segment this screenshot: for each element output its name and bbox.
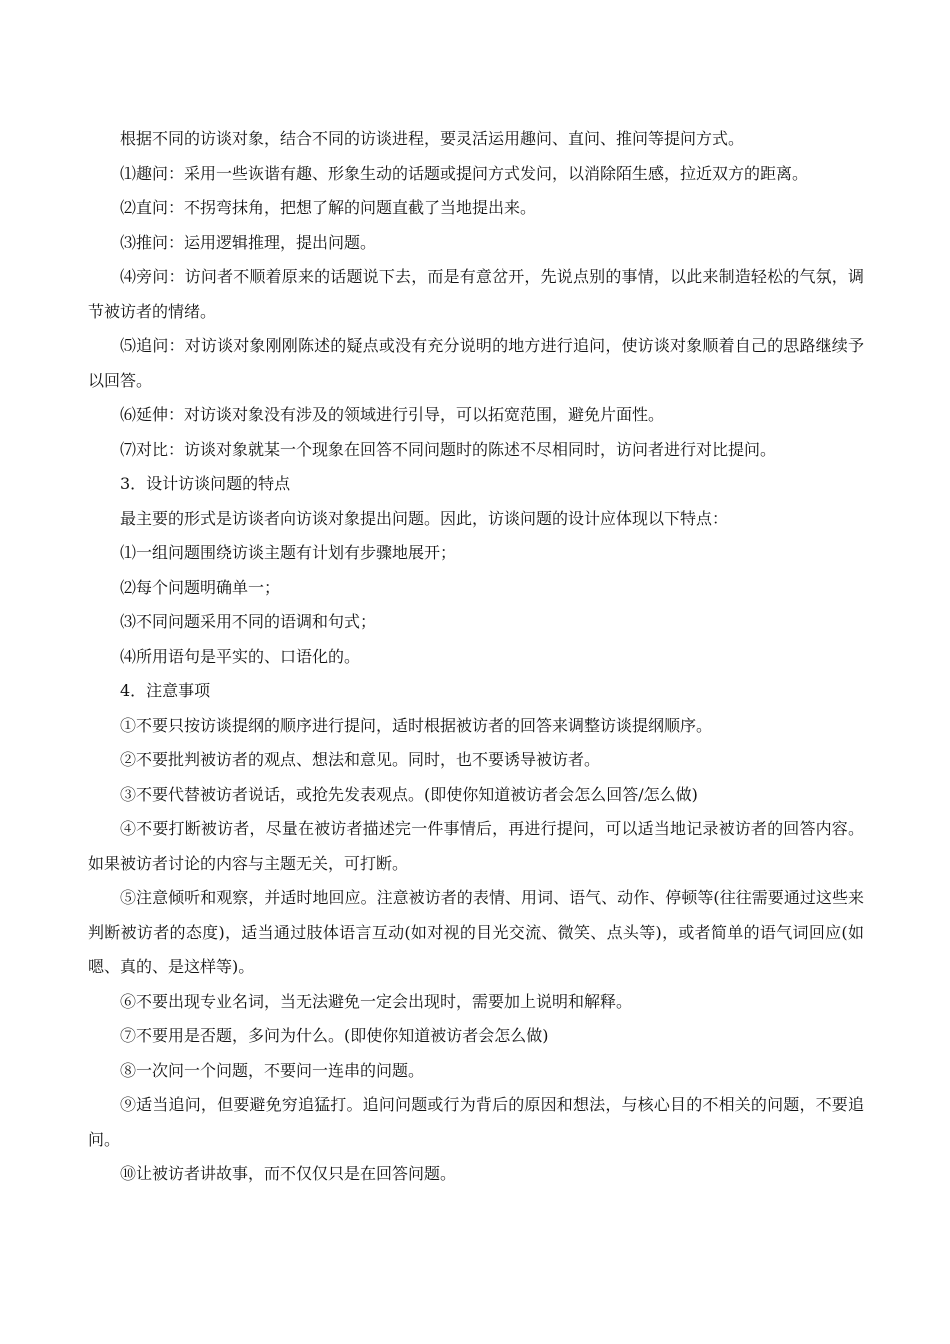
method-fun-question: ⑴趣问：采用一些诙谐有趣、形象生动的话题或提问方式发问，以消除陌生感，拉近双方的距离。: [120, 163, 809, 183]
feature-item-4: ⑷所用语句是平实的、口语化的。: [120, 646, 361, 666]
feature-item-1: ⑴一组问题围绕访谈主题有计划有步骤地展开；: [120, 543, 457, 562]
method-inferential-question: ⑶推问：运用逻辑推理，提出问题。: [120, 232, 377, 252]
method-follow-up-question: ⑸追问：对访谈对象刚刚陈述的疑点或没有充分说明的地方进行追问，使访谈对象顺着自己的思路继续予以回答。: [88, 336, 864, 390]
note-item-5: ⑤注意倾听和观察，并适时地回应。注意被访者的表情、用词、语气、动作、停顿等(往往需要通过这些来判断被访者的态度)，适当通过肢体语言互动(如对视的目光交流、微笑、点头等)，或者简单的语气词回应(如嗯、真的、是这样等)。: [88, 888, 864, 976]
method-side-question: ⑷旁问：访问者不顺着原来的话题说下去，而是有意岔开，先说点别的事情，以此来制造轻松的气氛，调节被访者的情绪。: [88, 267, 864, 321]
note-item-3: ③不要代替被访者说话，或抢先发表观点。(即使你知道被访者会怎么回答/怎么做): [120, 784, 698, 804]
method-extension: ⑹延伸：对访谈对象没有涉及的领域进行引导，可以拓宽范围，避免片面性。: [120, 405, 665, 424]
note-item-8: ⑧一次问一个问题，不要问一连串的问题。: [120, 1060, 425, 1080]
feature-item-2: ⑵每个问题明确单一；: [120, 577, 281, 597]
method-direct-question: ⑵直问：不拐弯抹角，把想了解的问题直截了当地提出来。: [120, 198, 537, 217]
method-contrast: ⑺对比：访谈对象就某一个现象在回答不同问题时的陈述不尽相同时，访问者进行对比提问。: [120, 439, 777, 459]
intro-paragraph: 根据不同的访谈对象，结合不同的访谈进程，要灵活运用趣问、直问、推问等提问方式。: [120, 129, 745, 148]
note-item-4: ④不要打断被访者，尽量在被访者描述完一件事情后，再进行提问，可以适当地记录被访者的回答内容。如果被访者讨论的内容与主题无关，可打断。: [88, 819, 864, 873]
note-item-7: ⑦不要用是否题，多问为什么。(即使你知道被访者会怎么做): [120, 1026, 549, 1045]
note-item-9: ⑨适当追问，但要避免穷追猛打。追问问题或行为背后的原因和想法，与核心目的不相关的问题，不要追问。: [88, 1095, 864, 1149]
note-item-2: ②不要批判被访者的观点、想法和意见。同时，也不要诱导被访者。: [120, 750, 601, 769]
note-item-1: ①不要只按访谈提纲的顺序进行提问，适时根据被访者的回答来调整访谈提纲顺序。: [120, 715, 713, 735]
section-heading-3: 3．设计访谈问题的特点: [120, 474, 291, 493]
feature-item-3: ⑶不同问题采用不同的语调和句式；: [120, 612, 377, 631]
section-3-intro: 最主要的形式是访谈者向访谈对象提出问题。因此，访谈问题的设计应体现以下特点：: [120, 508, 729, 528]
document-body: [88, 122, 864, 1192]
section-heading-4: 4．注意事项: [120, 681, 211, 700]
note-item-6: ⑥不要出现专业名词，当无法避免一定会出现时，需要加上说明和解释。: [120, 991, 633, 1011]
note-item-10: ⑩让被访者讲故事，而不仅仅只是在回答问题。: [120, 1164, 457, 1183]
